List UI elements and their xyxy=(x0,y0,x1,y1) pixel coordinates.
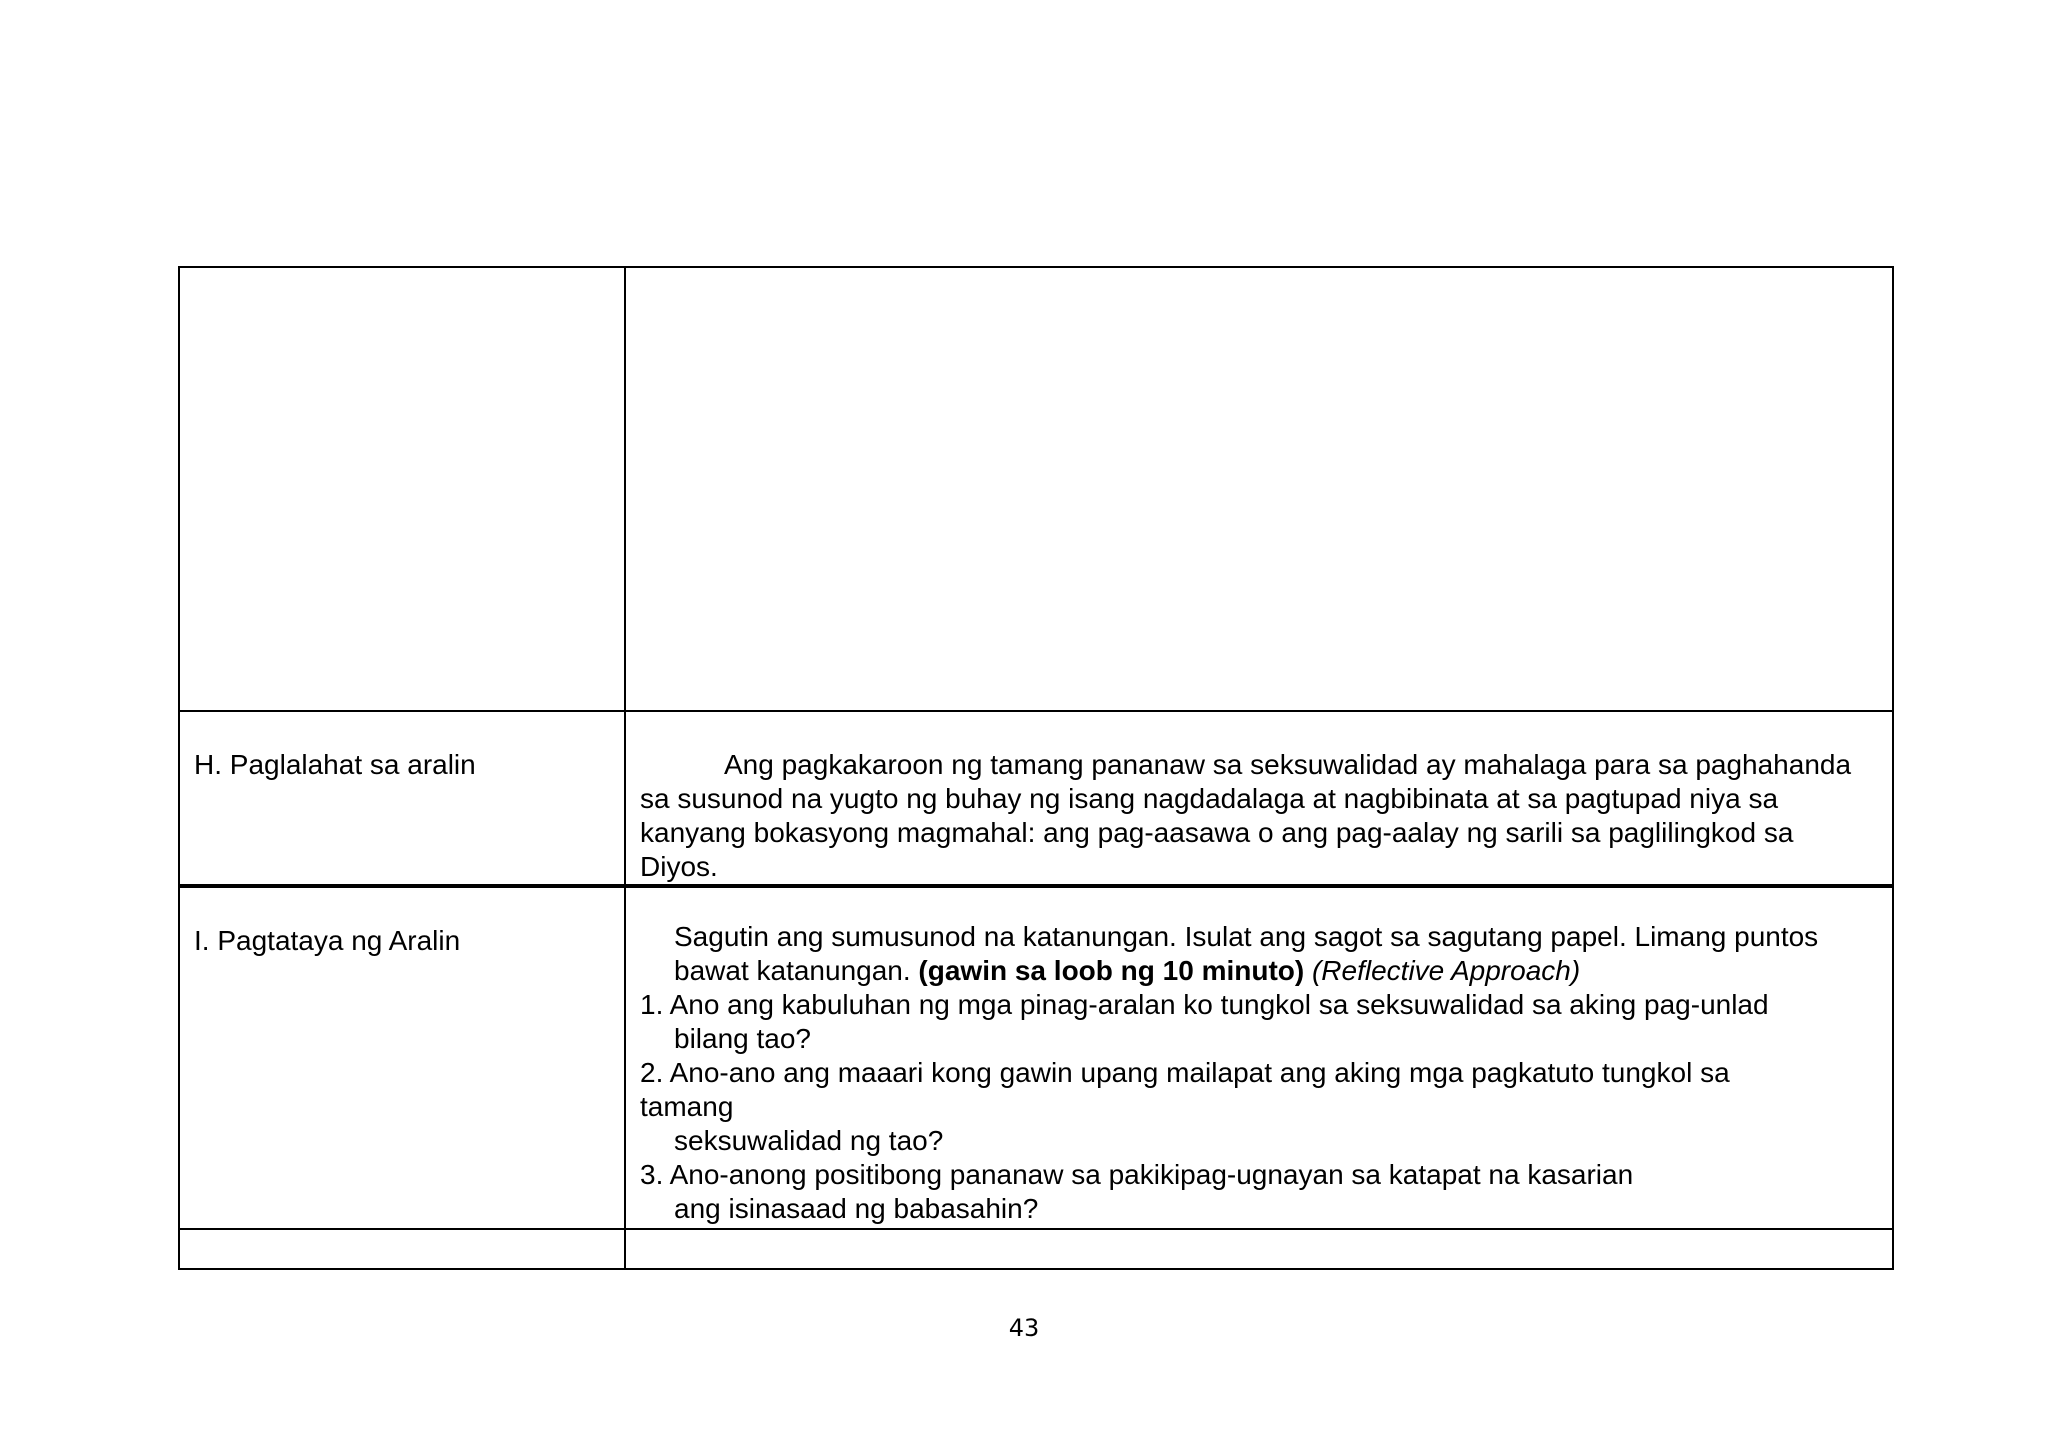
pagtataya-label: I. Pagtataya ng Aralin xyxy=(194,925,461,956)
pagtataya-content-cell xyxy=(625,886,1893,1229)
blank-left-cell xyxy=(179,267,625,711)
paglalahat-label-cell xyxy=(179,711,625,886)
blank-bottom-right-cell xyxy=(625,1229,1893,1269)
question-1-line-1: 1. Ano ang kabuluhan ng mga pinag-aralan ko tungkol sa seksuwalidad sa aking pag-unlad xyxy=(640,989,1769,1020)
pagtataya-instructions xyxy=(640,920,1878,988)
lesson-plan-table xyxy=(178,266,1894,1270)
paglalahat-text: Ang pagkakaroon ng tamang pananaw sa seksuwalidad ay mahalaga para sa paghahanda sa susunod na yugto ng buhay ng isang nagdadalaga at nagbibinata at sa pagtupad niya sa kanyang bokasyong magmahal: ang pag-aasawa o ang pag-aalay ng sarili sa paglilingkod sa Diyos. xyxy=(640,749,1852,882)
question-2-line-3: seksuwalidad ng tao? xyxy=(674,1125,944,1156)
page-number: 43 xyxy=(1008,1314,1040,1342)
question-2-line-2: tamang xyxy=(640,1091,734,1122)
paglalahat-label: H. Paglalahat sa aralin xyxy=(194,749,476,780)
question-3-line-1: 3. Ano-anong positibong pananaw sa pakikipag-ugnayan sa katapat na kasarian xyxy=(640,1159,1634,1190)
question-3-line-2: ang isinasaad ng babasahin? xyxy=(674,1193,1039,1224)
table-row-pagtataya xyxy=(179,886,1893,1229)
instructions-line-1: Sagutin ang sumusunod na katanungan. Isulat ang sagot sa sagutang papel. Limang puntos xyxy=(674,921,1819,952)
question-1-line-2: bilang tao? xyxy=(674,1023,812,1054)
blank-bottom-left-cell xyxy=(179,1229,625,1269)
instructions-approach-italic: (Reflective Approach) xyxy=(1304,955,1581,986)
pagtataya-content xyxy=(626,888,1892,1226)
instructions-line-2 xyxy=(674,954,1878,988)
instructions-plain: bawat katanungan. xyxy=(674,955,919,986)
table-row-blank-bottom xyxy=(179,1229,1893,1269)
paglalahat-content-cell xyxy=(625,711,1893,886)
question-2-line-1: 2. Ano-ano ang maaari kong gawin upang mailapat ang aking mga pagkatuto tungkol sa xyxy=(640,1057,1730,1088)
table-row-blank-top xyxy=(179,267,1893,711)
pagtataya-label-cell xyxy=(179,886,625,1229)
table-row-paglalahat xyxy=(179,711,1893,886)
instructions-time-bold: (gawin sa loob ng 10 minuto) xyxy=(918,955,1305,986)
blank-right-cell xyxy=(625,267,1893,711)
